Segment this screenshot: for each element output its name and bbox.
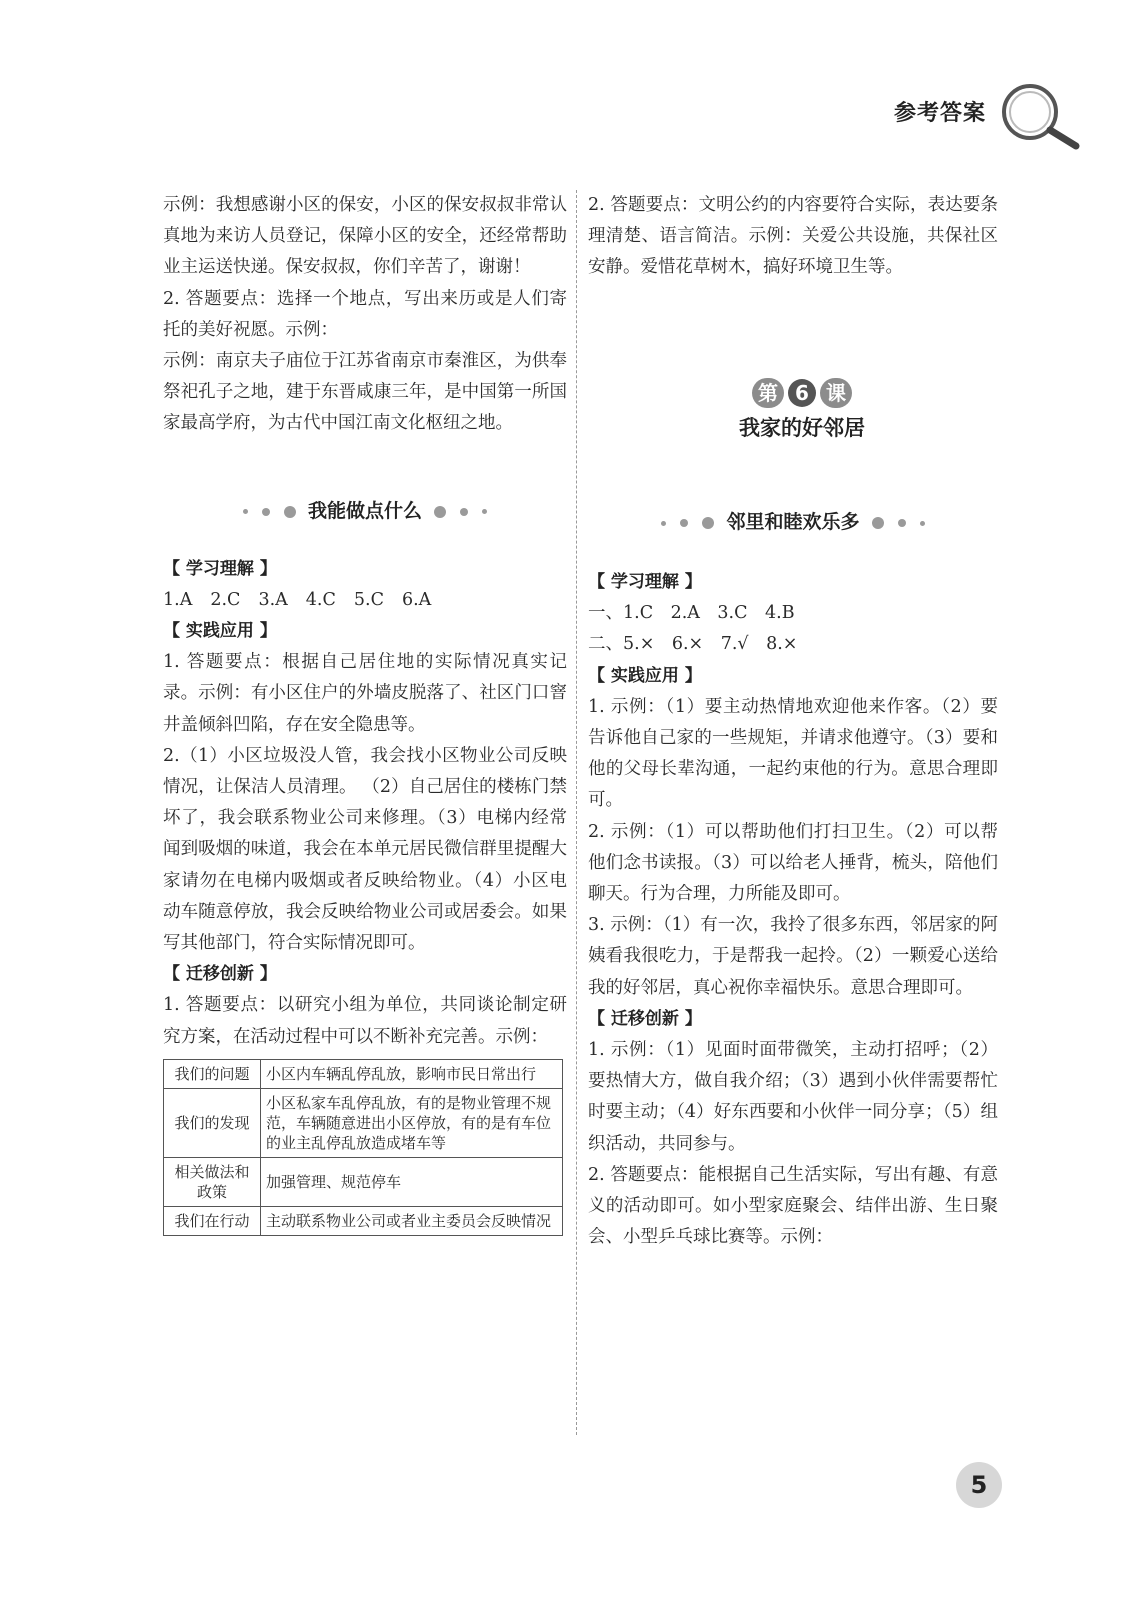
right-qianyi-2: 2. 答题要点：能根据自己生活实际，写出有趣、有意义的活动即可。如小型家庭聚会、结伴出游、生日聚会、小型乒乓球比赛等。示例： [588,1164,998,1248]
left-shijian-2: 2.（1）小区垃圾没人管，我会找小区物业公司反映情况，让保洁人员清理。 （2）自己居住的楼栋门禁坏了，我会联系物业公司来修理。（3）电梯内经常闻到吸烟的味道，我会在本单元居民微信群里提醒大家请勿在电梯内吸烟或者反映给物业。（4）小区电动车随意停放，我会反映给物业公司或居委会。如果写其他部门，符合实际情况即可。 [163,745,567,954]
section-heading-wonengzuo [163,492,567,532]
left-qianyi-label: 【 迁移创新 】 [163,964,277,985]
right-shijian-3: 3. 示例：（1）有一次，我拎了很多东西，邻居家的阿姨看我很吃力，于是帮我一起拎。（2）一颗爱心送给我的好邻居，真心祝你幸福快乐。意思合理即可。 [588,915,998,998]
table-row: 我们在行动 主动联系物业公司或者业主委员会反映情况 [164,1206,563,1235]
right-qianyi-label: 【 迁移创新 】 [588,1008,702,1029]
right-shijian-label: 【 实践应用 】 [588,665,702,686]
left-xuexi-label: 【 学习理解 】 [163,558,277,579]
left-column [163,190,567,1236]
lesson-heading [680,378,924,442]
right-qianyi-1: 1. 示例：（1）见面时面带微笑，主动打招呼；（2）要热情大方，做自我介绍；（3）遇到小伙伴需要帮忙时要主动；（4）好东西要和小伙伴一同分享；（5）组织活动，共同参与。 [588,1040,998,1154]
table-row: 我们的发现 小区私家车乱停乱放，有的是物业管理不规范，车辆随意进出小区停放，有的是有车位的业主乱停乱放造成堵车等 [164,1088,563,1157]
left-intro-3: 示例：南京夫子庙位于江苏省南京市秦淮区，为供奉祭祀孔子之地，建于东晋咸康三年，是中国第一所国家最高学府，为古代中国江南文化枢纽之地。 [163,351,567,434]
section-title: 我能做点什么 [307,500,422,523]
left-qianyi: 1. 答题要点：以研究小组为单位，共同谈论制定研究方案，在活动过程中可以不断补充完善。示例： [163,995,567,1047]
section-title: 邻里和睦欢乐多 [726,511,860,534]
left-intro-2: 2. 答题要点：选择一个地点，写出来历或是人们寄托的美好祝愿。示例： [163,288,567,340]
lesson-title: 我家的好邻居 [739,416,865,440]
column-divider [576,190,577,1435]
left-shijian-1: 1. 答题要点：根据自己居住地的实际情况真实记录。示例：有小区住户的外墙皮脱落了、社区门口窨井盖倾斜凹陷，存在安全隐患等。 [163,652,567,735]
lesson-badge: 第 6 课 [752,378,852,408]
right-xuexi-line2: 二、5.× 6.× 7.√ 8.× [588,634,798,655]
magnifier-icon [998,82,1082,152]
left-xuexi-answers: 1.A 2.C 3.A 4.C 5.C 6.A [163,589,432,610]
right-shijian-2: 2. 示例：（1）可以帮助他们打扫卫生。（2）可以帮他们念书读报。（3）可以给老人捶背，梳头，陪他们聊天。行为合理，力所能及即可。 [588,821,998,905]
left-shijian-label: 【 实践应用 】 [163,621,277,642]
header-title: 参考答案 [894,101,987,126]
right-xuexi-label: 【 学习理解 】 [588,572,702,592]
right-column [588,190,998,284]
table-row: 我们的问题 小区内车辆乱停乱放，影响市民日常出行 [164,1059,563,1088]
left-intro-1: 示例：我想感谢小区的保安，小区的保安叔叔非常认真地为来访人员登记，保障小区的安全，还经常帮助业主运送快递。保安叔叔，你们辛苦了，谢谢！ [163,195,567,278]
page-number: 5 [956,1462,1002,1508]
research-plan-table [163,1059,563,1236]
right-xuexi-line1: 一、1.C 2.A 3.C 4.B [588,603,795,624]
right-column-lower [588,503,998,1253]
table-row: 相关做法和政策 加强管理、规范停车 [164,1157,563,1206]
right-top: 2. 答题要点：文明公约的内容要符合实际，表达要条理清楚、语言简洁。示例：关爱公共设施，共保社区安静。爱惜花草树木，搞好环境卫生等。 [588,195,998,278]
section-heading-linli [588,503,998,543]
right-shijian-1: 1. 示例：（1）要主动热情地欢迎他来作客。（2）要告诉他自己家的一些规矩，并请求他遵守。（3）要和他的父母长辈沟通，一起约束他的行为。意思合理即可。 [588,696,998,811]
